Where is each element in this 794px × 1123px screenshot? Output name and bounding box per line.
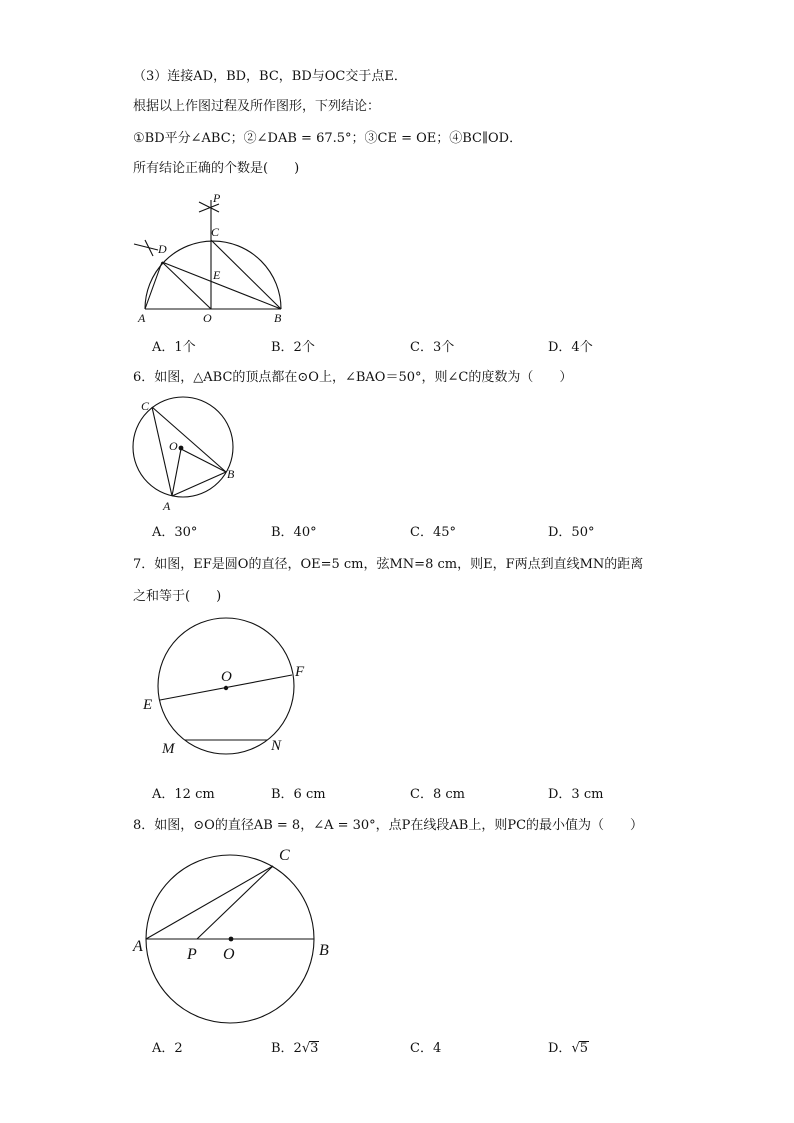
q5-conclusions: ①BD平分∠ABC；②∠DAB = 67.5°；③CE = OE；④BC∥OD． bbox=[133, 131, 523, 146]
label-d: D bbox=[158, 242, 167, 256]
q5-step3: （3）连接AD，BD，BC，BD与OC交于点E． bbox=[133, 69, 407, 84]
q5-option-d[interactable]: D．4个 bbox=[548, 340, 593, 355]
q8-option-b-prefix: B．2 bbox=[271, 1041, 302, 1056]
label-e: E bbox=[213, 268, 221, 282]
q7-stem-line1: 7．如图，EF是圆O的直径，OE=5 cm，弦MN=8 cm，则E，F两点到直线MN的距离 bbox=[133, 557, 644, 572]
label-m: M bbox=[162, 741, 175, 757]
label-b: B bbox=[227, 467, 235, 481]
label-c: C bbox=[211, 225, 220, 239]
q7-option-d[interactable]: D．3 cm bbox=[548, 787, 604, 802]
label-c: C bbox=[141, 399, 150, 413]
sqrt-sign: √ bbox=[571, 1041, 580, 1056]
q5-option-b[interactable]: B．2个 bbox=[271, 340, 315, 355]
q7-option-c[interactable]: C．8 cm bbox=[410, 787, 465, 802]
label-o: O bbox=[221, 669, 232, 685]
q7-stem-line2: 之和等于( ) bbox=[133, 589, 222, 604]
q5-option-c[interactable]: C．3个 bbox=[410, 340, 455, 355]
sqrt-sign: √ bbox=[301, 1041, 311, 1056]
q8-option-b-radicand: 3 bbox=[310, 1041, 319, 1056]
label-e: E bbox=[143, 697, 153, 713]
q6-option-b[interactable]: B．40° bbox=[271, 525, 317, 540]
q8-stem: 8．如图，⊙O的直径AB = 8，∠A = 30°，点P在线段AB上，则PC的最小值为（ ） bbox=[133, 818, 644, 833]
label-o: O bbox=[203, 311, 212, 325]
q6-option-a[interactable]: A．30° bbox=[152, 525, 198, 540]
label-c: C bbox=[279, 847, 290, 864]
label-a: A bbox=[133, 938, 143, 955]
segment-ac bbox=[146, 866, 273, 939]
q8-option-c[interactable]: C．4 bbox=[410, 1041, 442, 1056]
q6-option-c[interactable]: C．45° bbox=[410, 525, 456, 540]
label-o: O bbox=[169, 439, 178, 453]
q8-option-d-radicand: 5 bbox=[579, 1041, 589, 1056]
q7-option-b[interactable]: B．6 cm bbox=[271, 787, 326, 802]
q5-intro: 根据以上作图过程及所作图形，下列结论： bbox=[133, 99, 381, 114]
q8-option-a[interactable]: A．2 bbox=[152, 1041, 183, 1056]
q7-option-a[interactable]: A．12 cm bbox=[152, 787, 215, 802]
q8-option-b[interactable] bbox=[271, 1040, 319, 1058]
q8-option-d-prefix: D． bbox=[548, 1041, 572, 1056]
label-o: O bbox=[223, 946, 235, 963]
q8-option-d[interactable] bbox=[548, 1040, 589, 1058]
label-b: B bbox=[319, 942, 329, 959]
q5-option-a[interactable]: A．1个 bbox=[152, 340, 196, 355]
center-dot bbox=[229, 937, 234, 942]
label-a: A bbox=[163, 499, 171, 513]
label-p: P bbox=[213, 191, 221, 205]
q5-ask: 所有结论正确的个数是( ) bbox=[133, 161, 300, 176]
q6-stem: 6．如图，△ABC的顶点都在⊙O上，∠BAO＝50°，则∠C的度数为（ ） bbox=[133, 370, 573, 385]
label-f: F bbox=[295, 664, 305, 680]
label-a: A bbox=[138, 311, 146, 325]
label-p: P bbox=[187, 946, 197, 963]
label-n: N bbox=[271, 738, 282, 754]
label-b: B bbox=[274, 311, 282, 325]
q6-option-d[interactable]: D．50° bbox=[548, 525, 595, 540]
